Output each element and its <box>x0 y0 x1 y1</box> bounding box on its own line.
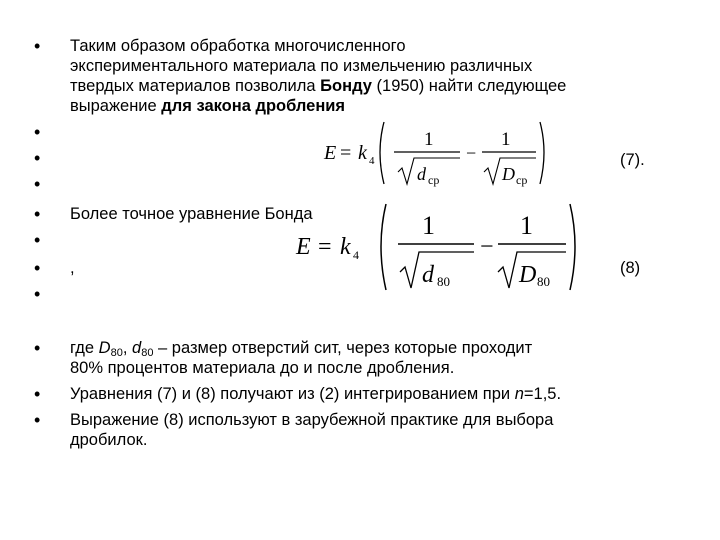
svg-text:E: E <box>296 234 311 260</box>
equation-number-8: (8) <box>620 259 641 277</box>
svg-text:−: − <box>480 234 494 260</box>
para3-line: Уравнения (7) и (8) получают из (2) интегрированием при n=1,5. <box>70 385 562 403</box>
para4-line1: Выражение (8) используют в зарубежной практике для выбора <box>70 411 554 429</box>
svg-text:4: 4 <box>369 155 375 167</box>
svg-text:=: = <box>340 142 352 164</box>
svg-text:E: E <box>324 142 337 164</box>
svg-text:1: 1 <box>422 211 435 240</box>
svg-text:−: − <box>466 143 477 163</box>
comma: , <box>70 259 75 277</box>
bullet: • <box>34 410 41 430</box>
para2-line1: где $D_{80}$, $d_{80}$ – размер отверстий сит, через которые проходит <box>70 339 533 359</box>
svg-text:d: d <box>417 164 426 184</box>
bond-precise-line: Более точное уравнение Бонда <box>70 205 313 223</box>
bullet: • <box>34 284 41 304</box>
bullet: • <box>34 148 41 168</box>
para4-line2: дробилок. <box>70 431 148 449</box>
equation-number-7: (7). <box>620 151 645 169</box>
svg-text:80: 80 <box>437 274 450 289</box>
bullet: • <box>34 230 41 250</box>
para2-line2: 80% процентов материала до и после дробления. <box>70 359 455 377</box>
para1-line4: выражение для закона дробления <box>70 97 346 115</box>
bullet: • <box>34 204 41 224</box>
svg-text:k: k <box>340 234 351 260</box>
bullet: • <box>34 338 41 358</box>
bond-name: Бонду <box>320 77 372 95</box>
law-of-crushing: для закона дробления <box>161 97 346 115</box>
svg-text:ср: ср <box>428 173 440 187</box>
bullet: • <box>34 384 41 404</box>
formula-8 <box>294 196 584 296</box>
formula-7 <box>318 112 548 190</box>
svg-text:4: 4 <box>353 248 359 262</box>
para1-line2: экспериментального материала по измельчению различных <box>70 57 533 75</box>
svg-text:1: 1 <box>424 129 434 150</box>
svg-text:1: 1 <box>501 129 511 150</box>
svg-text:ср: ср <box>516 173 528 187</box>
svg-text:d: d <box>422 262 434 288</box>
bullet: • <box>34 174 41 194</box>
svg-text:1: 1 <box>520 211 533 240</box>
svg-text:k: k <box>358 142 367 164</box>
svg-text:=: = <box>318 234 332 260</box>
svg-text:80: 80 <box>537 274 550 289</box>
svg-text:D: D <box>519 262 537 288</box>
bullet: • <box>34 122 41 142</box>
bullet: • <box>34 258 41 278</box>
svg-text:D: D <box>502 164 515 184</box>
para1-line3: твердых материалов позволила Бонду (1950) найти следующее <box>70 77 567 95</box>
para1-line1: Таким образом обработка многочисленного <box>70 37 406 55</box>
bullet: • <box>34 36 41 56</box>
